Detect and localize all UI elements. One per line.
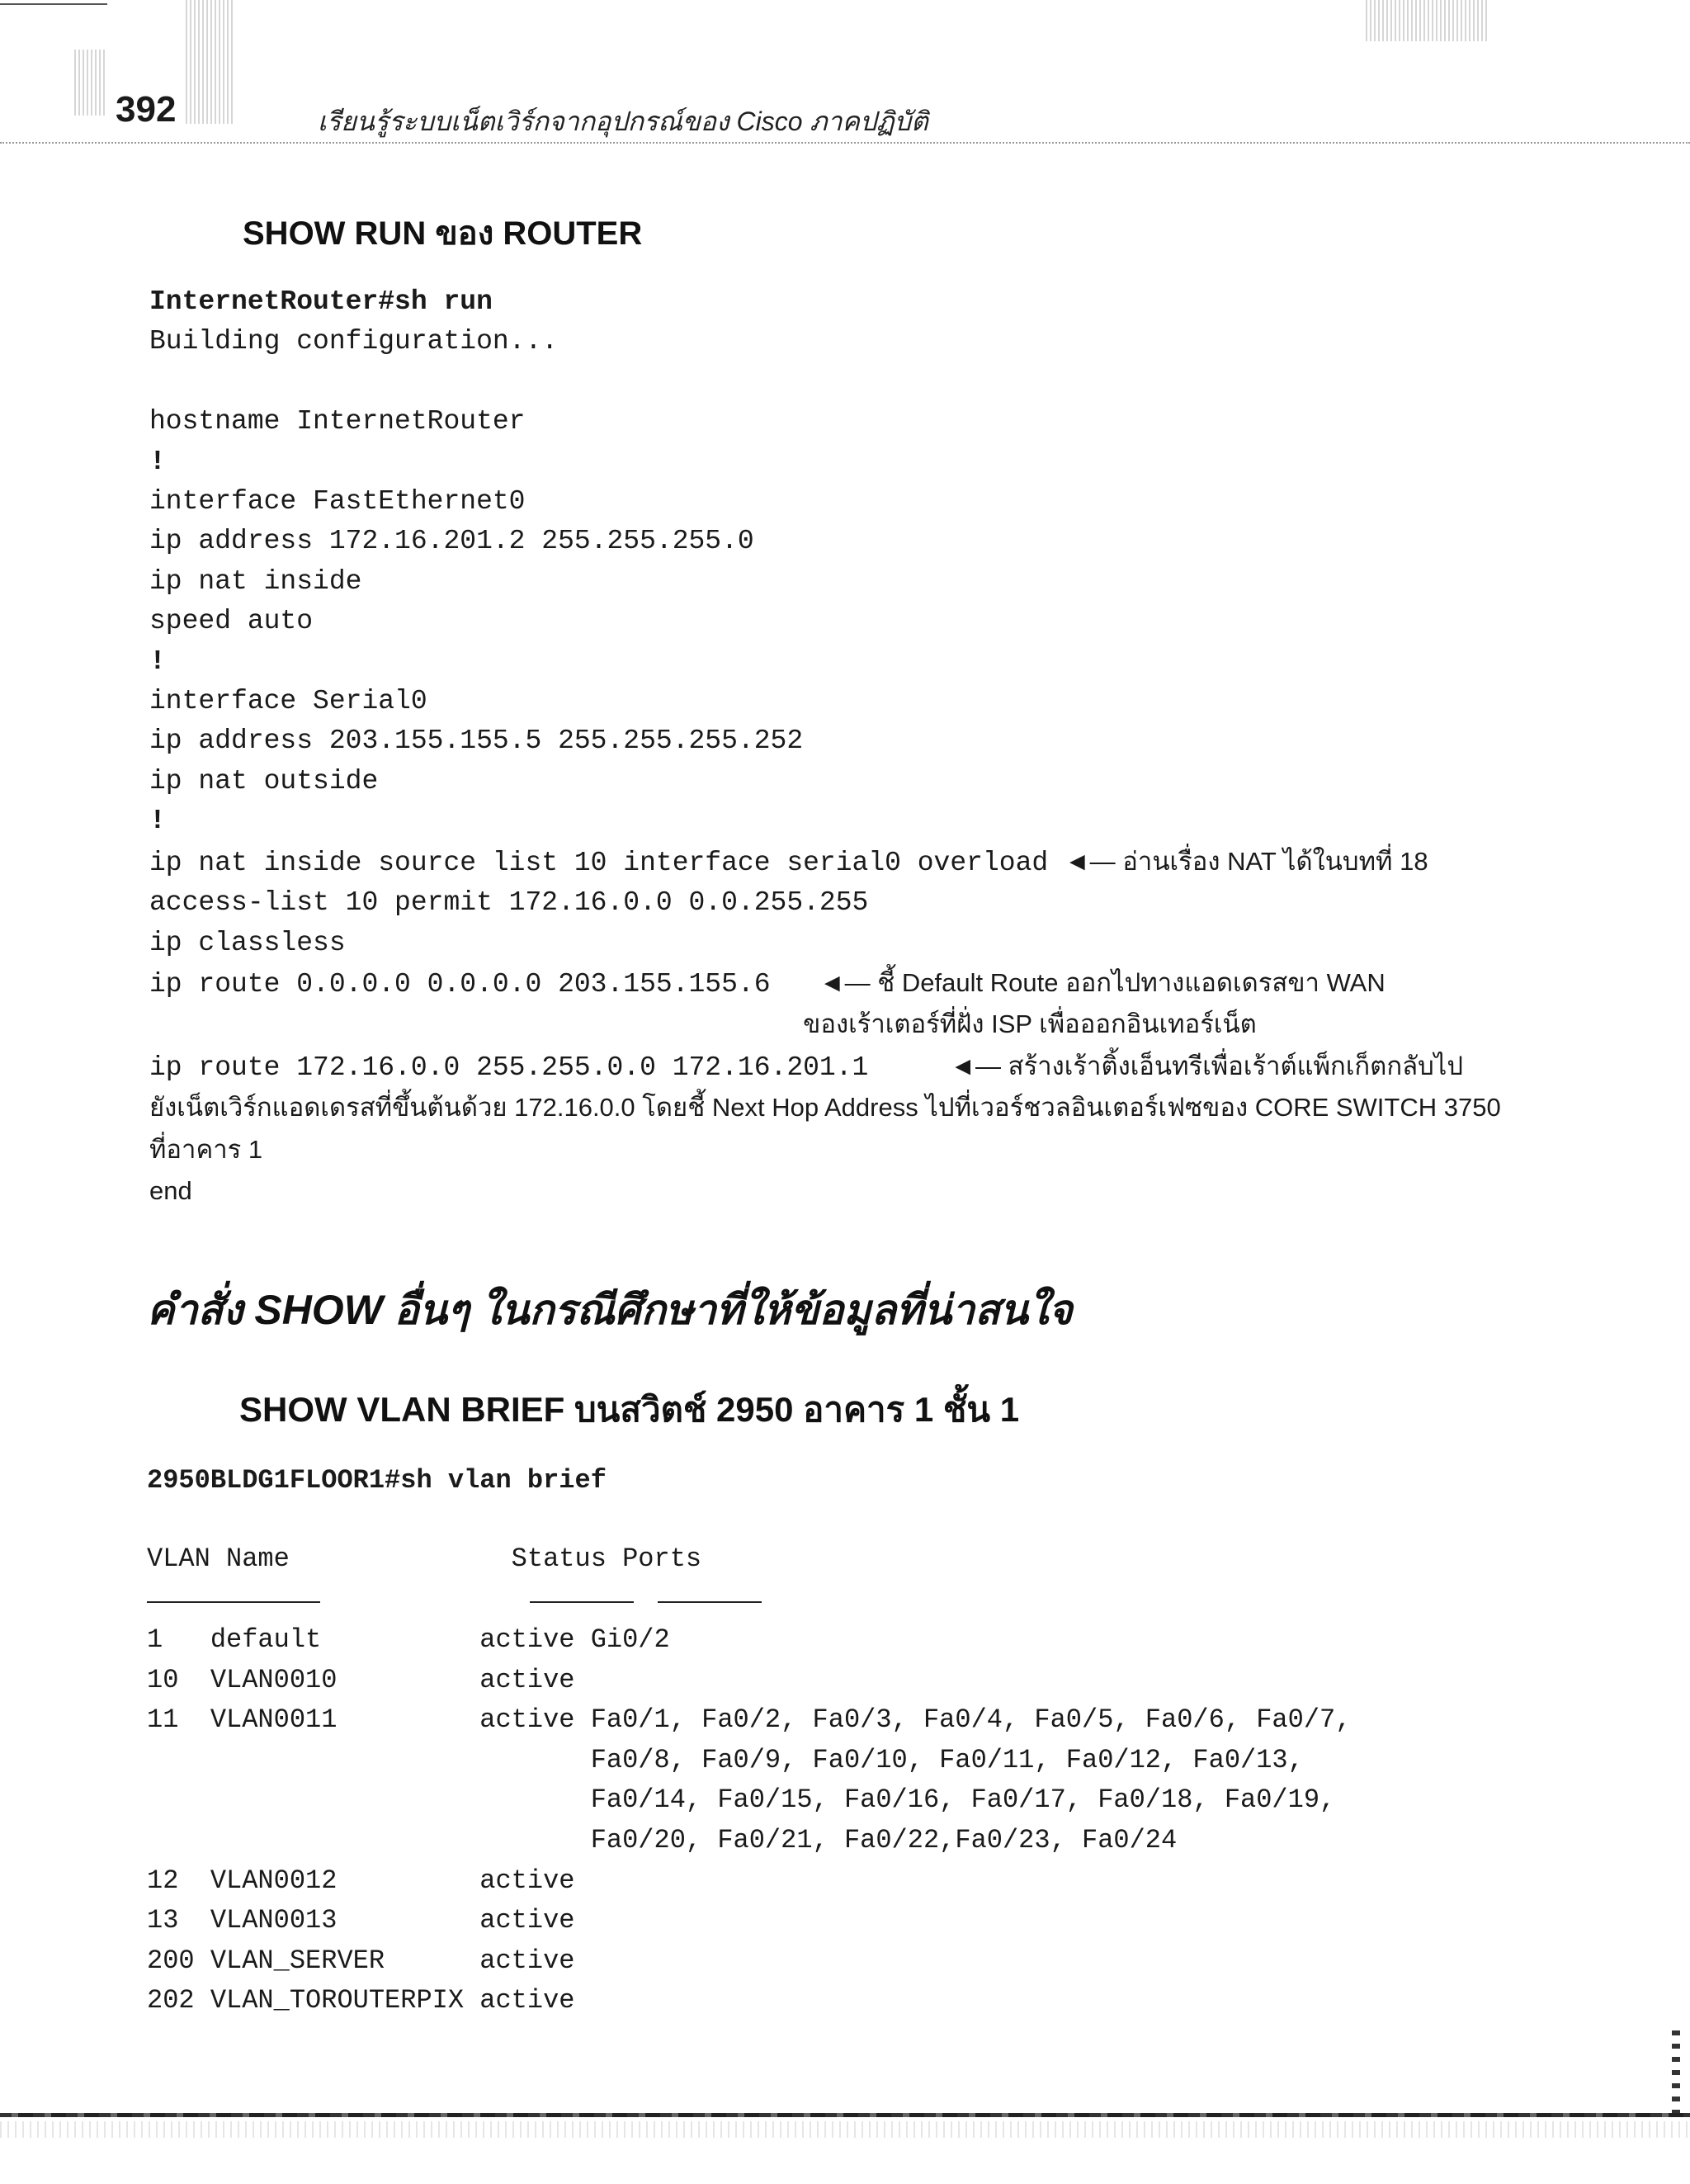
- annotation-default-route-cont: ของเร้าเตอร์ที่ฝั่ง ISP เพื่อออกอินเทอร์เน็ต: [803, 1009, 1257, 1039]
- table-row: 202 VLAN_TOROUTERPIX active: [147, 1985, 575, 2016]
- config-line: interface Serial0: [149, 686, 427, 717]
- config-line: !: [149, 446, 166, 477]
- scan-artifact: [186, 0, 235, 124]
- column-header: VLAN: [147, 1543, 210, 1574]
- vlan-table-header: [147, 1543, 701, 1574]
- annotation-nat: ◄— อ่านเรื่อง NAT ได้ในบทที่ 18: [1065, 846, 1428, 876]
- config-line: Building configuration...: [149, 326, 559, 357]
- column-header: Status: [511, 1543, 607, 1574]
- ports-continuation: Fa0/20, Fa0/21, Fa0/22,Fa0/23, Fa0/24: [590, 1824, 1178, 1855]
- annotation-static-route: ◄— สร้างเร้าติ้งเอ็นทรีเพื่อเร้าต์แพ็กเก็ตกลับไป: [950, 1051, 1464, 1080]
- annotation-static-route-cont: ที่อาคาร 1: [149, 1134, 263, 1164]
- annotation-static-route-cont: ยังเน็ตเวิร์กแอดเดรสที่ขึ้นต้นด้วย 172.16.0.0 โดยชี้ Next Hop Address ไปที่เวอร์ชวลอินเตอร์เฟซของ CORE SWITCH 3750: [149, 1093, 1501, 1123]
- scan-artifact: [74, 50, 107, 116]
- page-number: 392: [116, 89, 177, 130]
- config-line: interface FastEthernet0: [149, 486, 526, 518]
- page-bottom-rule: [0, 2113, 1690, 2117]
- scan-artifact: [1672, 2030, 1680, 2113]
- config-line: !: [149, 645, 166, 677]
- scan-artifact: [0, 3, 107, 5]
- table-row: 11 VLAN0011 active Fa0/1, Fa0/2, Fa0/3, Fa0/4, Fa0/5, Fa0/6, Fa0/7,: [147, 1704, 1352, 1736]
- config-line: ip classless: [149, 927, 346, 958]
- scan-artifact: [0, 2121, 1690, 2138]
- config-line: !: [149, 806, 166, 837]
- ports-continuation: Fa0/8, Fa0/9, Fa0/10, Fa0/11, Fa0/12, Fa0/13,: [590, 1744, 1304, 1775]
- vlan-command-prompt: 2950BLDG1FLOOR1#sh vlan brief: [147, 1465, 607, 1496]
- table-row: 1 default active Gi0/2: [147, 1624, 670, 1655]
- column-header: Ports: [622, 1543, 702, 1574]
- router-config-block: [149, 282, 1501, 1213]
- book-title: เรียนรู้ระบบเน็ตเวิร์กจากอุปกรณ์ของ Cisco ภาคปฏิบัติ: [318, 106, 928, 136]
- vlan-section-heading: SHOW VLAN BRIEF บนสวิตช์ 2950 อาคาร 1 ชั้น 1: [239, 1390, 1020, 1429]
- config-line: ip route 0.0.0.0 0.0.0.0 203.155.155.6: [149, 968, 771, 1000]
- config-line: ip nat outside: [149, 765, 379, 797]
- config-line: ip nat inside source list 10 interface serial0 overload: [149, 847, 1049, 878]
- ports-continuation: Fa0/14, Fa0/15, Fa0/16, Fa0/17, Fa0/18, Fa0/19,: [590, 1785, 1336, 1816]
- table-row: 200 VLAN_SERVER active: [147, 1945, 575, 1976]
- config-line: InternetRouter#sh run: [149, 286, 493, 317]
- config-line: speed auto: [149, 606, 314, 637]
- scan-artifact: [1366, 0, 1489, 41]
- header-underline: [530, 1601, 634, 1603]
- column-header: Name: [226, 1543, 290, 1574]
- header-rule: [0, 142, 1690, 144]
- config-line: ip route 172.16.0.0 255.255.0.0 172.16.201.1: [149, 1052, 869, 1083]
- table-row: 12 VLAN0012 active: [147, 1865, 575, 1896]
- annotation-default-route: ◄— ชี้ Default Route ออกไปทางแอดเดรสขา WAN: [819, 967, 1386, 997]
- table-row: 10 VLAN0010 active: [147, 1664, 575, 1695]
- config-line: ip nat inside: [149, 565, 362, 597]
- config-line: ip address 203.155.155.5 255.255.255.252: [149, 726, 804, 757]
- config-line-end: end: [149, 1175, 192, 1205]
- vlan-table: [147, 1620, 1351, 2021]
- section-heading: คำสั่ง SHOW อื่นๆ ในกรณีศึกษาที่ให้ข้อมูลที่น่าสนใจ: [147, 1287, 1073, 1333]
- router-section-heading: SHOW RUN ของ ROUTER: [243, 215, 643, 252]
- table-row: 13 VLAN0013 active: [147, 1905, 575, 1936]
- config-line: ip address 172.16.201.2 255.255.255.0: [149, 526, 754, 557]
- config-line: access-list 10 permit 172.16.0.0 0.0.255.255: [149, 887, 869, 919]
- config-line: hostname InternetRouter: [149, 406, 526, 437]
- header-underline: [658, 1601, 762, 1603]
- header-underline: [147, 1601, 320, 1603]
